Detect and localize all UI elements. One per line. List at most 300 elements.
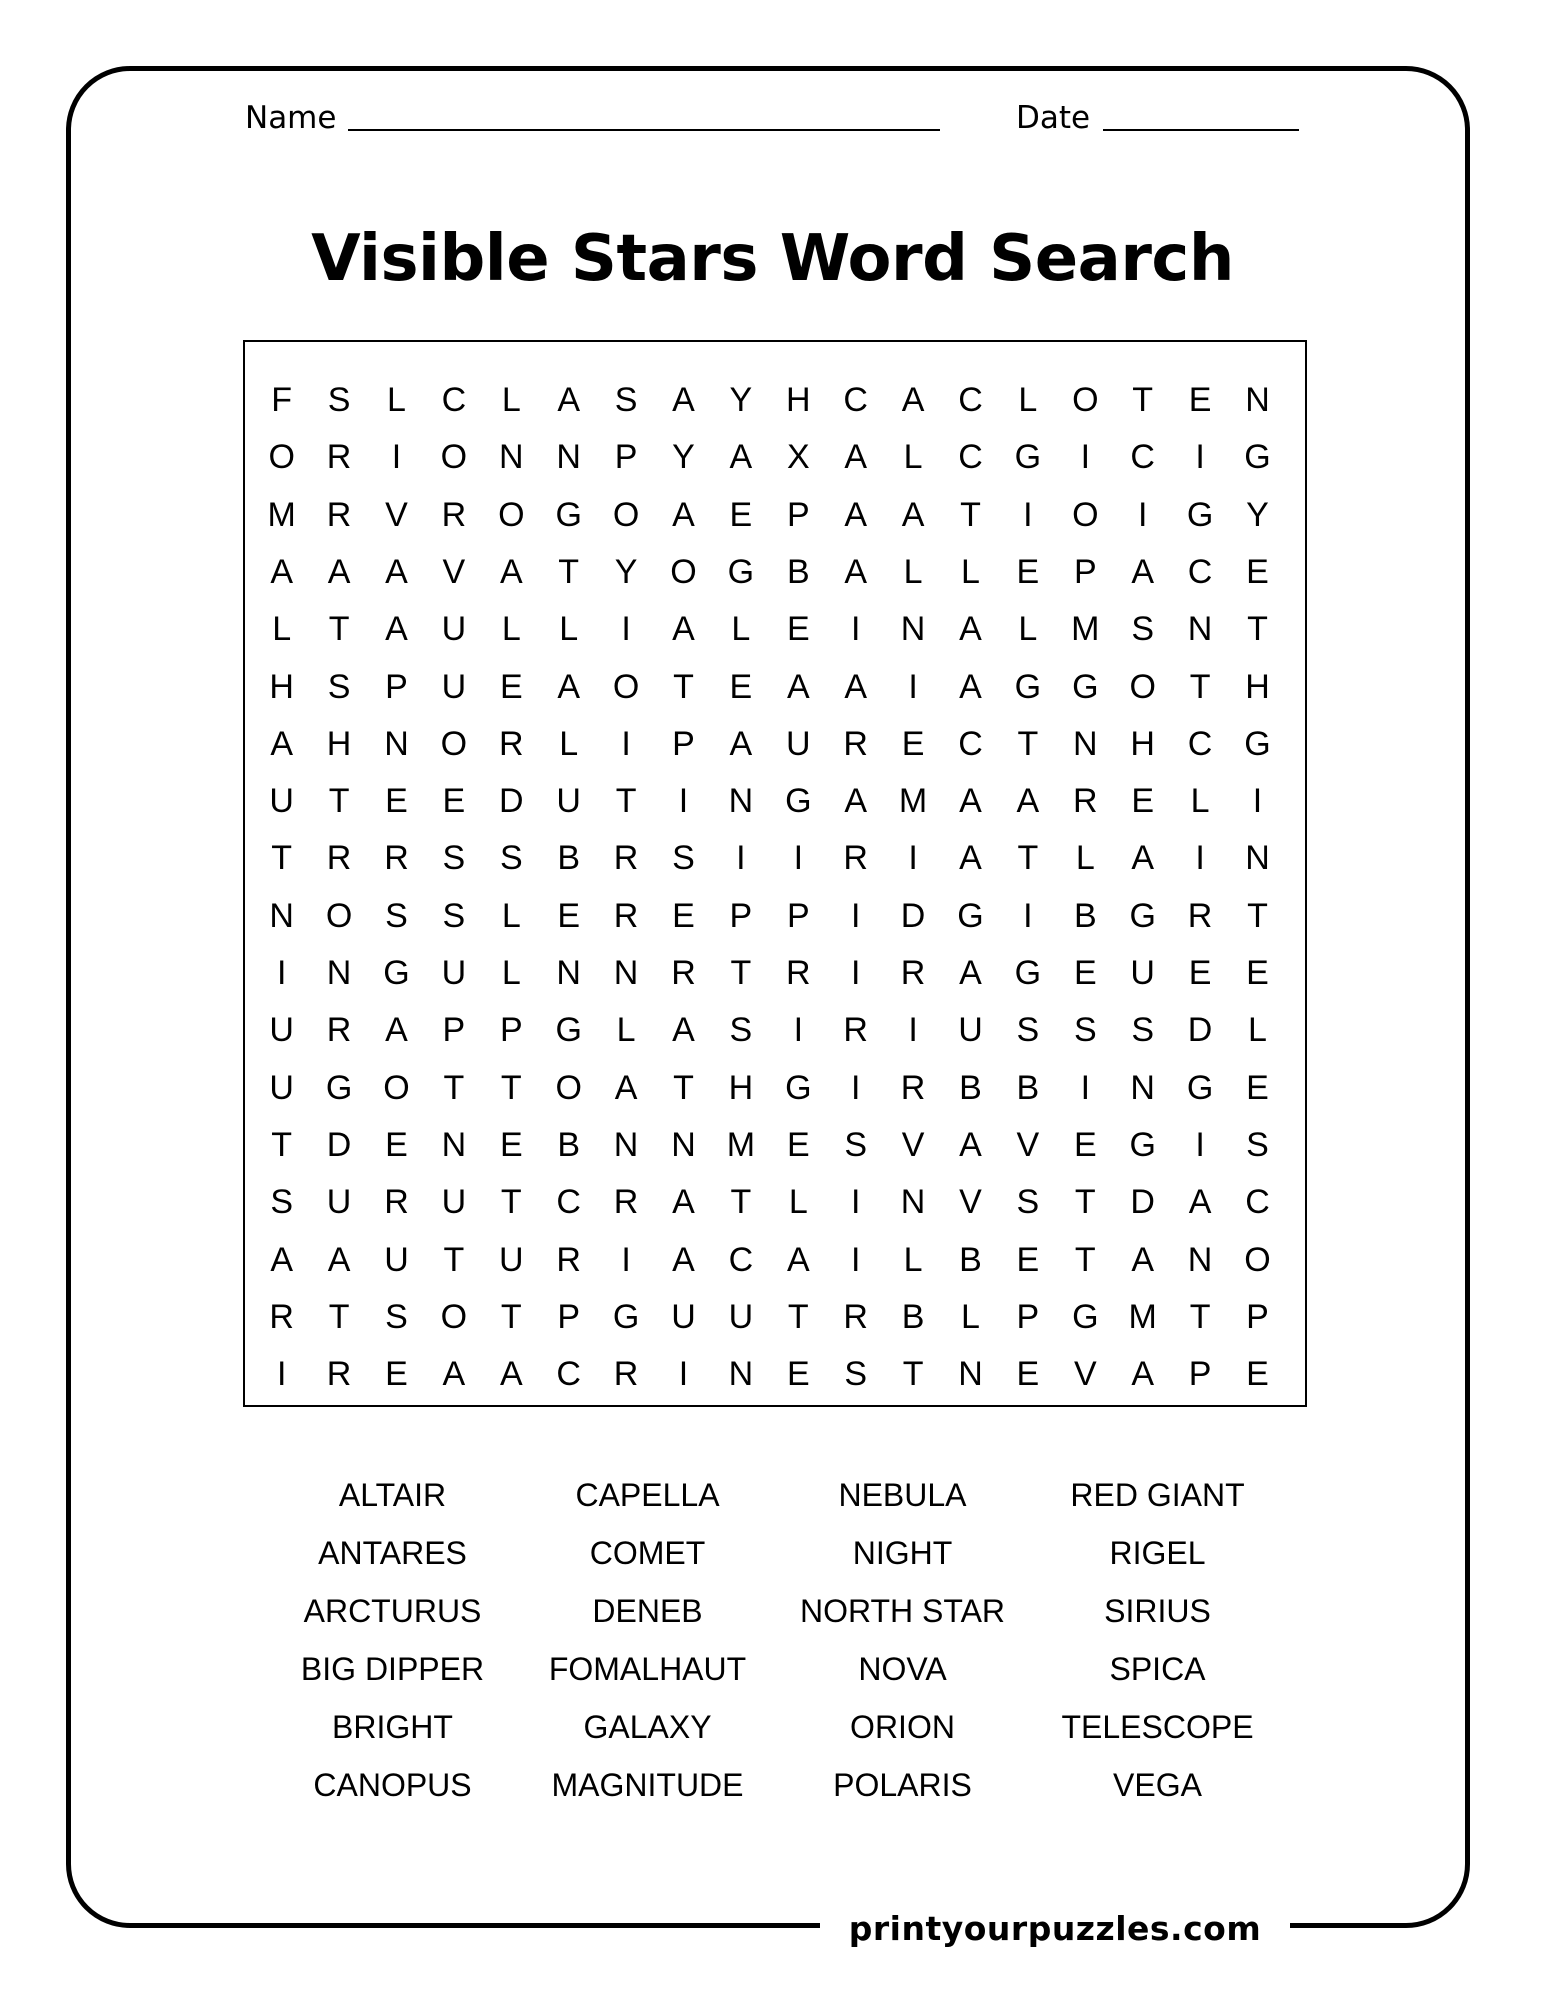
grid-cell[interactable]: T [328, 1297, 350, 1336]
grid-cell[interactable]: O [1244, 1240, 1271, 1279]
grid-cell[interactable]: V [442, 552, 466, 591]
grid-cell[interactable]: O [670, 552, 697, 591]
grid-cell[interactable]: T [673, 1068, 694, 1107]
grid-cell[interactable]: O [555, 1068, 582, 1107]
grid-cell[interactable]: Y [672, 438, 695, 477]
grid-cell[interactable]: E [385, 782, 408, 821]
grid-cell[interactable]: S [442, 839, 466, 878]
grid-cell[interactable]: T [1074, 1183, 1096, 1222]
grid-cell[interactable]: I [276, 1355, 287, 1394]
grid-cell[interactable]: O [612, 667, 640, 706]
grid-cell[interactable]: G [1186, 1068, 1214, 1107]
grid-cell[interactable]: R [613, 1355, 639, 1394]
grid-cell[interactable]: E [1131, 782, 1155, 821]
grid-cell[interactable]: L [272, 610, 292, 649]
grid-cell[interactable]: I [908, 1011, 918, 1050]
grid-cell[interactable]: G [555, 495, 582, 534]
grid-cell[interactable]: A [672, 381, 695, 419]
grid-cell[interactable]: E [786, 610, 810, 649]
grid-cell[interactable]: S [385, 1297, 408, 1336]
grid-cell[interactable]: N [613, 1125, 639, 1164]
grid-cell[interactable]: I [1195, 1125, 1205, 1164]
grid-cell[interactable]: I [1195, 839, 1205, 878]
grid-cell[interactable]: U [384, 1240, 409, 1279]
grid-cell[interactable]: A [270, 1240, 294, 1279]
grid-cell[interactable]: H [1130, 724, 1155, 763]
grid-cell[interactable]: D [1187, 1011, 1213, 1050]
grid-cell[interactable]: A [327, 1240, 351, 1279]
grid-cell[interactable]: R [843, 839, 868, 878]
grid-cell[interactable]: G [1014, 438, 1042, 477]
grid-cell[interactable]: D [900, 896, 926, 935]
grid-cell[interactable]: I [793, 839, 804, 878]
grid-cell[interactable]: E [1188, 954, 1212, 992]
grid-cell[interactable]: T [787, 1297, 809, 1336]
grid-cell[interactable]: E [442, 782, 466, 821]
grid-cell[interactable]: C [441, 381, 467, 419]
grid-cell[interactable]: T [271, 839, 293, 878]
grid-cell[interactable]: R [326, 839, 352, 878]
grid-cell[interactable]: N [1187, 610, 1213, 649]
grid-cell[interactable]: X [786, 438, 810, 477]
grid-cell[interactable]: G [1129, 896, 1156, 935]
grid-cell[interactable]: N [1187, 1240, 1213, 1279]
grid-cell[interactable]: T [443, 1068, 465, 1107]
grid-cell[interactable]: I [391, 438, 402, 477]
grid-cell[interactable]: B [959, 1240, 982, 1279]
grid-cell[interactable]: R [326, 1011, 352, 1050]
grid-cell[interactable]: O [498, 495, 525, 534]
grid-cell[interactable]: G [727, 552, 755, 591]
grid-cell[interactable]: E [1073, 954, 1097, 992]
grid-cell[interactable]: R [786, 954, 811, 992]
grid-cell[interactable]: A [729, 724, 753, 763]
grid-cell[interactable]: B [786, 552, 810, 591]
grid-cell[interactable]: R [843, 1011, 868, 1050]
grid-cell[interactable]: E [672, 896, 695, 935]
grid-cell[interactable]: E [1016, 1240, 1040, 1279]
grid-cell[interactable]: S [270, 1183, 294, 1222]
grid-cell[interactable]: O [440, 724, 468, 763]
grid-cell[interactable]: H [786, 381, 811, 419]
grid-cell[interactable]: I [1195, 438, 1205, 477]
grid-cell[interactable]: R [843, 1297, 868, 1336]
grid-cell[interactable]: S [385, 896, 408, 935]
grid-cell[interactable]: S [1073, 1011, 1097, 1050]
grid-cell[interactable]: N [1245, 839, 1270, 878]
grid-cell[interactable]: N [556, 954, 581, 992]
grid-cell[interactable]: P [672, 724, 695, 763]
grid-cell[interactable]: G [1014, 667, 1042, 706]
grid-cell[interactable]: A [901, 381, 925, 419]
grid-cell[interactable]: O [1072, 381, 1099, 419]
grid-cell[interactable]: A [327, 552, 351, 591]
grid-cell[interactable]: U [728, 1297, 754, 1336]
grid-cell[interactable]: V [1016, 1125, 1040, 1164]
grid-cell[interactable]: A [844, 495, 868, 534]
grid-cell[interactable]: N [441, 1125, 467, 1164]
grid-cell[interactable]: U [441, 667, 467, 706]
grid-cell[interactable]: A [1188, 1183, 1212, 1222]
grid-cell[interactable]: I [621, 610, 631, 649]
grid-cell[interactable]: A [442, 1355, 466, 1394]
grid-cell[interactable]: E [1016, 1355, 1040, 1394]
grid-cell[interactable]: L [501, 954, 521, 992]
grid-cell[interactable]: A [729, 438, 753, 477]
grid-cell[interactable]: R [613, 1183, 639, 1222]
grid-cell[interactable]: N [900, 610, 926, 649]
grid-cell[interactable]: U [269, 1011, 294, 1050]
grid-cell[interactable]: E [385, 1125, 408, 1164]
grid-cell[interactable]: S [327, 381, 351, 419]
grid-cell[interactable]: G [1244, 438, 1271, 477]
grid-cell[interactable]: T [673, 667, 694, 706]
grid-cell[interactable]: P [1016, 1297, 1040, 1336]
grid-cell[interactable]: I [621, 724, 631, 763]
grid-cell[interactable]: U [499, 1240, 524, 1279]
grid-cell[interactable]: R [326, 1355, 352, 1394]
grid-cell[interactable]: S [1131, 1011, 1155, 1050]
grid-cell[interactable]: C [1187, 724, 1213, 763]
grid-cell[interactable]: N [269, 896, 294, 935]
grid-cell[interactable]: T [960, 495, 981, 534]
grid-cell[interactable]: T [500, 1297, 522, 1336]
grid-cell[interactable]: C [728, 1240, 754, 1279]
grid-cell[interactable]: S [442, 896, 466, 935]
grid-cell[interactable]: U [441, 1183, 467, 1222]
grid-cell[interactable]: P [499, 1011, 523, 1050]
grid-cell[interactable]: M [726, 1125, 756, 1164]
grid-cell[interactable]: H [728, 1068, 754, 1107]
grid-cell[interactable]: N [326, 954, 352, 992]
grid-cell[interactable]: L [1018, 610, 1038, 649]
grid-cell[interactable]: M [267, 495, 296, 534]
grid-cell[interactable]: P [729, 896, 753, 935]
grid-cell[interactable]: R [269, 1297, 294, 1336]
grid-cell[interactable]: L [501, 381, 521, 419]
grid-cell[interactable]: G [612, 1297, 640, 1336]
grid-cell[interactable]: L [961, 1297, 980, 1336]
grid-cell[interactable]: I [736, 839, 746, 878]
name-field[interactable] [348, 129, 940, 131]
grid-cell[interactable]: O [440, 1297, 468, 1336]
grid-cell[interactable]: I [276, 954, 287, 992]
grid-cell[interactable]: A [672, 610, 695, 649]
grid-cell[interactable]: R [613, 839, 639, 878]
grid-cell[interactable]: O [268, 438, 295, 477]
grid-cell[interactable]: A [1131, 552, 1155, 591]
grid-cell[interactable]: E [385, 1355, 408, 1394]
grid-cell[interactable]: N [728, 1355, 754, 1394]
grid-cell[interactable]: U [958, 1011, 983, 1050]
grid-cell[interactable]: I [621, 1240, 631, 1279]
grid-cell[interactable]: P [442, 1011, 466, 1050]
grid-cell[interactable]: U [269, 1068, 294, 1107]
grid-cell[interactable]: E [786, 1355, 810, 1394]
grid-cell[interactable]: C [958, 724, 983, 763]
grid-cell[interactable]: I [678, 782, 689, 821]
grid-cell[interactable]: T [1017, 724, 1039, 763]
grid-cell[interactable]: T [1132, 381, 1154, 419]
grid-cell[interactable]: A [1131, 1240, 1155, 1279]
grid-cell[interactable]: I [1023, 495, 1033, 534]
grid-cell[interactable]: I [1080, 1068, 1091, 1107]
grid-cell[interactable]: A [385, 552, 408, 591]
grid-cell[interactable]: A [385, 610, 408, 649]
grid-cell[interactable]: U [269, 782, 294, 821]
grid-cell[interactable]: U [326, 1183, 352, 1222]
grid-cell[interactable]: A [959, 782, 982, 821]
grid-cell[interactable]: T [902, 1355, 924, 1394]
grid-cell[interactable]: L [501, 610, 521, 649]
grid-cell[interactable]: D [499, 782, 524, 821]
grid-cell[interactable]: A [959, 1125, 982, 1164]
grid-cell[interactable]: I [1080, 438, 1091, 477]
grid-cell[interactable]: Y [729, 381, 753, 419]
grid-cell[interactable]: O [325, 896, 353, 935]
grid-cell[interactable]: I [850, 1068, 861, 1107]
grid-cell[interactable]: S [1016, 1183, 1040, 1222]
grid-cell[interactable]: P [1246, 1297, 1269, 1336]
grid-cell[interactable]: L [616, 1011, 636, 1050]
grid-cell[interactable]: R [671, 954, 696, 992]
grid-cell[interactable]: A [959, 610, 982, 649]
grid-cell[interactable]: H [1245, 667, 1270, 706]
grid-cell[interactable]: C [1245, 1183, 1270, 1222]
grid-cell[interactable]: S [844, 1355, 868, 1394]
grid-cell[interactable]: T [1247, 610, 1268, 649]
grid-cell[interactable]: T [328, 610, 350, 649]
grid-cell[interactable]: N [671, 1125, 696, 1164]
grid-cell[interactable]: Y [614, 552, 638, 591]
grid-cell[interactable]: A [786, 1240, 810, 1279]
grid-cell[interactable]: A [1131, 839, 1155, 878]
grid-cell[interactable]: T [1189, 1297, 1211, 1336]
grid-cell[interactable]: N [556, 438, 581, 477]
grid-cell[interactable]: U [1130, 954, 1155, 992]
grid-cell[interactable]: N [728, 782, 754, 821]
grid-cell[interactable]: O [440, 438, 468, 477]
grid-cell[interactable]: S [1131, 610, 1155, 649]
grid-cell[interactable]: N [613, 954, 639, 992]
grid-cell[interactable]: M [1128, 1297, 1157, 1336]
grid-cell[interactable]: C [556, 1183, 581, 1222]
grid-cell[interactable]: R [843, 724, 868, 763]
grid-cell[interactable]: R [613, 896, 639, 935]
grid-cell[interactable]: M [898, 782, 928, 821]
grid-cell[interactable]: I [908, 667, 918, 706]
grid-cell[interactable]: O [383, 1068, 410, 1107]
grid-cell[interactable]: T [500, 1068, 522, 1107]
grid-cell[interactable]: L [1018, 381, 1038, 419]
grid-cell[interactable]: E [786, 1125, 810, 1164]
grid-cell[interactable]: L [559, 610, 579, 649]
grid-cell[interactable]: L [961, 552, 980, 591]
grid-cell[interactable]: C [1187, 552, 1213, 591]
grid-cell[interactable]: A [959, 667, 982, 706]
grid-cell[interactable]: R [900, 954, 926, 992]
grid-cell[interactable]: I [1137, 495, 1148, 534]
grid-cell[interactable]: G [1014, 954, 1042, 992]
grid-cell[interactable]: T [615, 782, 637, 821]
grid-cell[interactable]: U [441, 610, 467, 649]
grid-cell[interactable]: A [672, 1240, 695, 1279]
grid-cell[interactable]: L [903, 552, 923, 591]
grid-cell[interactable]: A [959, 954, 982, 992]
grid-cell[interactable]: R [384, 839, 409, 878]
grid-cell[interactable]: V [385, 495, 408, 534]
grid-cell[interactable]: L [788, 1183, 808, 1222]
grid-cell[interactable]: S [614, 381, 638, 419]
grid-cell[interactable]: B [1016, 1068, 1040, 1107]
grid-cell[interactable]: L [1190, 782, 1210, 821]
grid-cell[interactable]: A [270, 724, 294, 763]
grid-cell[interactable]: T [271, 1125, 293, 1164]
grid-cell[interactable]: L [559, 724, 579, 763]
grid-cell[interactable]: C [1130, 438, 1155, 477]
date-field[interactable] [1103, 129, 1299, 131]
grid-cell[interactable]: A [499, 552, 523, 591]
grid-cell[interactable]: E [729, 667, 753, 706]
grid-cell[interactable]: T [730, 954, 752, 992]
grid-cell[interactable]: P [1073, 552, 1097, 591]
grid-cell[interactable]: L [903, 1240, 923, 1279]
grid-cell[interactable]: A [844, 438, 868, 477]
grid-cell[interactable]: T [500, 1183, 522, 1222]
grid-cell[interactable]: T [730, 1183, 752, 1222]
grid-cell[interactable]: A [844, 667, 868, 706]
grid-cell[interactable]: B [1073, 896, 1097, 935]
grid-cell[interactable]: T [443, 1240, 465, 1279]
grid-cell[interactable]: V [959, 1183, 982, 1222]
grid-cell[interactable]: V [1073, 1355, 1097, 1394]
grid-cell[interactable]: I [908, 839, 918, 878]
grid-cell[interactable]: S [499, 839, 523, 878]
grid-cell[interactable]: R [326, 495, 352, 534]
grid-cell[interactable]: A [557, 667, 581, 706]
grid-cell[interactable]: A [672, 1011, 695, 1050]
grid-cell[interactable]: R [326, 438, 352, 477]
grid-cell[interactable]: S [672, 839, 695, 878]
grid-cell[interactable]: B [557, 1125, 581, 1164]
grid-cell[interactable]: P [786, 896, 810, 935]
grid-cell[interactable]: E [1016, 552, 1040, 591]
grid-cell[interactable]: A [786, 667, 810, 706]
grid-cell[interactable]: P [557, 1297, 581, 1336]
grid-cell[interactable]: I [1023, 896, 1033, 935]
grid-cell[interactable]: E [557, 896, 581, 935]
grid-cell[interactable]: H [269, 667, 294, 706]
grid-cell[interactable]: L [1075, 839, 1095, 878]
grid-cell[interactable]: L [501, 896, 521, 935]
grid-cell[interactable]: G [1129, 1125, 1156, 1164]
grid-cell[interactable]: R [499, 724, 524, 763]
grid-cell[interactable]: S [729, 1011, 753, 1050]
grid-cell[interactable]: N [1073, 724, 1098, 763]
grid-cell[interactable]: A [1131, 1355, 1155, 1394]
grid-cell[interactable]: E [729, 495, 753, 534]
grid-cell[interactable]: A [901, 495, 925, 534]
grid-cell[interactable]: E [499, 1125, 523, 1164]
grid-cell[interactable]: U [556, 782, 581, 821]
grid-cell[interactable]: P [614, 438, 638, 477]
grid-cell[interactable]: G [785, 782, 812, 821]
grid-cell[interactable]: U [441, 954, 467, 992]
grid-cell[interactable]: V [901, 1125, 925, 1164]
grid-cell[interactable]: A [270, 552, 294, 591]
grid-cell[interactable]: G [1072, 667, 1099, 706]
grid-cell[interactable]: L [1248, 1011, 1267, 1050]
grid-cell[interactable]: E [1073, 1125, 1097, 1164]
grid-cell[interactable]: R [1073, 782, 1098, 821]
grid-cell[interactable]: I [850, 1183, 861, 1222]
grid-cell[interactable]: E [1246, 1068, 1269, 1107]
grid-cell[interactable]: G [1186, 495, 1214, 534]
grid-cell[interactable]: A [672, 1183, 695, 1222]
grid-cell[interactable]: P [1188, 1355, 1212, 1394]
grid-cell[interactable]: E [499, 667, 523, 706]
grid-cell[interactable]: M [1071, 610, 1100, 649]
grid-cell[interactable]: B [959, 1068, 982, 1107]
grid-cell[interactable]: D [1130, 1183, 1155, 1222]
grid-cell[interactable]: S [1246, 1125, 1269, 1164]
grid-cell[interactable]: I [850, 954, 861, 992]
grid-cell[interactable]: N [958, 1355, 983, 1394]
grid-cell[interactable]: L [903, 438, 923, 477]
grid-cell[interactable]: C [958, 438, 983, 477]
grid-cell[interactable]: G [957, 896, 984, 935]
grid-cell[interactable]: E [1246, 954, 1269, 992]
grid-cell[interactable]: D [326, 1125, 352, 1164]
grid-cell[interactable]: N [384, 724, 409, 763]
grid-cell[interactable]: P [385, 667, 408, 706]
grid-cell[interactable]: N [1245, 381, 1270, 419]
grid-cell[interactable]: S [327, 667, 351, 706]
grid-cell[interactable]: O [612, 495, 640, 534]
grid-cell[interactable]: H [326, 724, 352, 763]
grid-cell[interactable]: G [785, 1068, 812, 1107]
grid-cell[interactable]: N [900, 1183, 926, 1222]
grid-cell[interactable]: B [557, 839, 581, 878]
grid-cell[interactable]: G [325, 1068, 353, 1107]
grid-cell[interactable]: G [1244, 724, 1271, 763]
grid-cell[interactable]: A [614, 1068, 638, 1107]
grid-cell[interactable]: F [271, 381, 293, 419]
grid-cell[interactable]: T [1017, 839, 1039, 878]
grid-cell[interactable]: N [1130, 1068, 1155, 1107]
grid-cell[interactable]: L [387, 381, 406, 419]
grid-cell[interactable]: E [1188, 381, 1212, 419]
grid-cell[interactable]: S [844, 1125, 868, 1164]
grid-cell[interactable]: E [901, 724, 925, 763]
grid-cell[interactable]: T [1189, 667, 1211, 706]
grid-cell[interactable]: U [786, 724, 811, 763]
grid-cell[interactable]: B [901, 1297, 925, 1336]
grid-cell[interactable]: U [671, 1297, 696, 1336]
grid-cell[interactable]: I [850, 610, 861, 649]
grid-cell[interactable]: A [557, 381, 581, 419]
grid-cell[interactable]: N [499, 438, 524, 477]
grid-cell[interactable]: P [786, 495, 810, 534]
grid-cell[interactable]: I [850, 1240, 861, 1279]
grid-cell[interactable]: G [1072, 1297, 1099, 1336]
grid-cell[interactable]: I [850, 896, 861, 935]
grid-cell[interactable]: I [1252, 782, 1263, 821]
grid-cell[interactable]: I [678, 1355, 689, 1394]
grid-cell[interactable]: A [499, 1355, 523, 1394]
grid-cell[interactable]: A [1016, 782, 1040, 821]
grid-cell[interactable]: A [672, 495, 695, 534]
